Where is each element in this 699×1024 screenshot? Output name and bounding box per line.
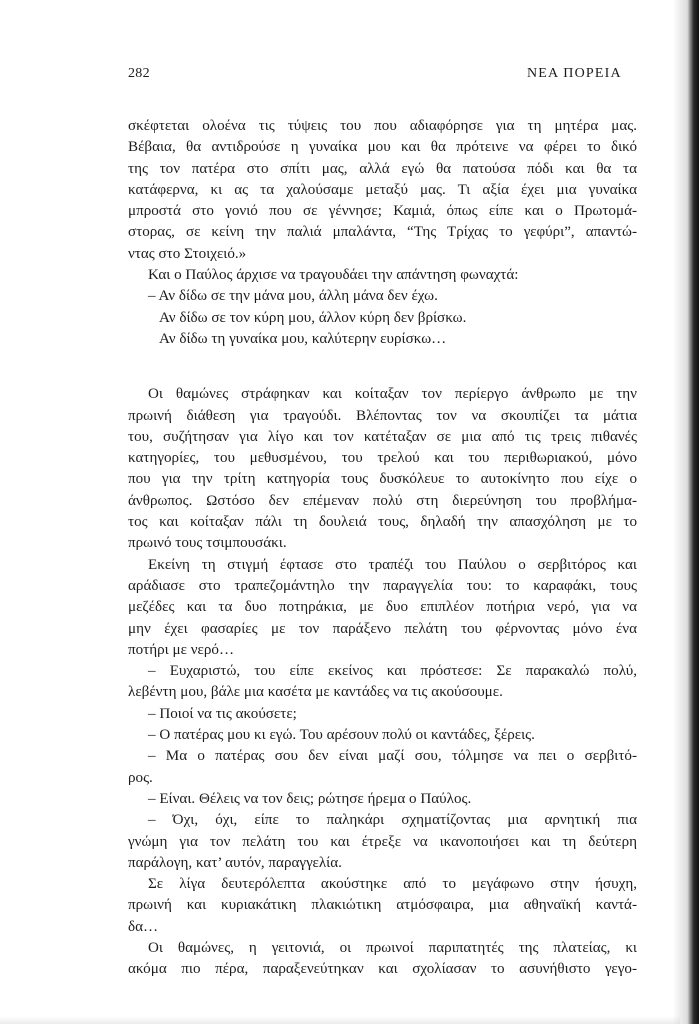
text-line: κατηγορίες, του μεθυσμένου, του τρελού και του περιθωριακού, μόνο bbox=[128, 450, 637, 467]
text-line: του, συζήτησαν για λίγο και τον κατέταξαν σε μια από τις τρεις πιθανές bbox=[128, 428, 637, 445]
scan-bottom-edge bbox=[0, 1016, 680, 1024]
text-line: αράδιασε στο τραπεζομάντηλο την παραγγελία του: το καραφάκι, τους bbox=[128, 577, 637, 594]
section-gap bbox=[128, 350, 637, 384]
text-line: της τον πατέρα στο σπίτι μας, αλλά εγώ θα πατούσα πόδι και θα τα bbox=[128, 160, 637, 177]
dialogue-line: – Ο πατέρας μου κι εγώ. Του αρέσουν πολύ οι καντάδες, ξέρεις. bbox=[148, 727, 535, 744]
text-line: που για την τρίτη κατηγορία τους δυσκόλευε το αυτοκίνητο που είχε ο bbox=[128, 471, 637, 488]
text-line: πρωινή και κυριακάτικη πλακιώτικη ατμόσφαιρα, μια αθηναϊκή καντά- bbox=[128, 897, 637, 914]
text-line: Βέβαια, θα αντιδρούσε η γυναίκα μου και θα πρότεινε να φέρει το δικό bbox=[128, 139, 637, 156]
text-line: κατάφερνα, κι ας τα χαλούσαμε μεταξύ μας. Τι αξία έχει μια γυναίκα bbox=[128, 181, 637, 198]
text-line: ντας στο Στοιχειό.» bbox=[128, 245, 247, 262]
text-line: ρος. bbox=[128, 769, 153, 786]
text-line: άνθρωπος. Ωστόσο δεν επέμεναν πολύ στη διερεύνηση του προβλήμα- bbox=[128, 492, 637, 509]
dialogue-line: – Ποιοί να τις ακούσετε; bbox=[148, 705, 297, 722]
text-line: δα… bbox=[128, 918, 159, 935]
text-line: Οι θαμώνες στράφηκαν και κοίταξαν τον περίεργο άνθρωπο με την bbox=[148, 386, 637, 403]
text-line: Οι θαμώνες, η γειτονιά, οι πρωινοί παριπατητές της πλατείας, κι bbox=[148, 939, 637, 956]
text-line: μεζέδες και τα δυο ποτηράκια, με δυο επιπλέον ποτήρια νερό, για να bbox=[128, 599, 637, 616]
text-line: πρωινό τους τσιμπουσάκι. bbox=[128, 535, 287, 552]
dialogue-line: – Είναι. Θέλεις να τον δεις; ρώτησε ήρεμα ο Παύλος. bbox=[148, 790, 472, 807]
dialogue-line: – Ευχαριστώ, του είπε εκείνος και πρόστεσε: Σε παρακαλώ πολύ, bbox=[148, 663, 637, 680]
verse-line: Αν δίδω σε τον κύρη μου, άλλον κύρη δεν βρίσκω. bbox=[159, 309, 467, 326]
running-title: ΝΕΑ ΠΟΡΕΙΑ bbox=[527, 66, 622, 81]
verse-line: Αν δίδω τη γυναίκα μου, καλύτερην ευρίσκω… bbox=[159, 330, 447, 347]
text-line: ακόμα πιο πέρα, παραξενεύτηκαν και σχολίασαν το ασυνήθιστο γεγο- bbox=[128, 961, 637, 978]
text-line: ποτήρι με νερό… bbox=[128, 641, 235, 658]
verse-line: – Αν δίδω σε την μάνα μου, άλλη μάνα δεν έχω. bbox=[148, 288, 438, 305]
body-text bbox=[128, 116, 637, 981]
text-line: μπροστά στο γονιό που σε γέννησε; Καμιά, όπως είπε και ο Πρωτομά- bbox=[128, 203, 637, 220]
text-line: τος και κοίταξαν πάλι τη δουλειά τους, δηλαδή την απασχόληση με το bbox=[128, 514, 637, 531]
text-line: λεβέντη μου, βάλε μια κασέτα με καντάδες να τις ακούσουμε. bbox=[128, 684, 503, 701]
text-line: Σε λίγα δευτερόλεπτα ακούστηκε από το μεγάφωνο στην ήσυχη, bbox=[148, 876, 637, 893]
text-line: γνώμη για τον πελάτη του και έτρεξε να ικανοποιήσει και τη δεύτερη bbox=[128, 833, 637, 850]
dialogue-line: – Μα ο πατέρας σου δεν είναι μαζί σου, τόλμησε να πει ο σερβιτό- bbox=[148, 748, 637, 765]
page-number: 282 bbox=[128, 66, 150, 81]
dialogue-line: – Όχι, όχι, είπε το παληκάρι σχηματίζοντας μια αρνητική πια bbox=[148, 812, 637, 829]
text-line: Εκείνη τη στιγμή έφτασε στο τραπέζι του Παύλου ο σερβιτόρος και bbox=[148, 556, 637, 573]
text-line: Και ο Παύλος άρχισε να τραγουδάει την απάντηση φωναχτά: bbox=[148, 267, 519, 284]
text-line: μην έχει φασαρίες με τον παράξενο πελάτη του φέρνοντας μόνο ένα bbox=[128, 620, 637, 637]
text-line: παράλογη, κατ’ αυτόν, παραγγελία. bbox=[128, 854, 342, 871]
scan-page-edge-shadow bbox=[673, 0, 699, 1024]
text-line: σκέφτεται ολοένα τις τύψεις του που αδιαφόρησε για τη μητέρα μας. bbox=[128, 118, 637, 134]
text-line: πρωινή διάθεση για τραγούδι. Βλέποντας τον να σκουπίζει τα μάτια bbox=[128, 407, 637, 424]
text-line: στορας, σε κείνη την παλιά μπαλάντα, “Της Τρίχας το γεφύρι”, απαντώ- bbox=[128, 224, 637, 241]
